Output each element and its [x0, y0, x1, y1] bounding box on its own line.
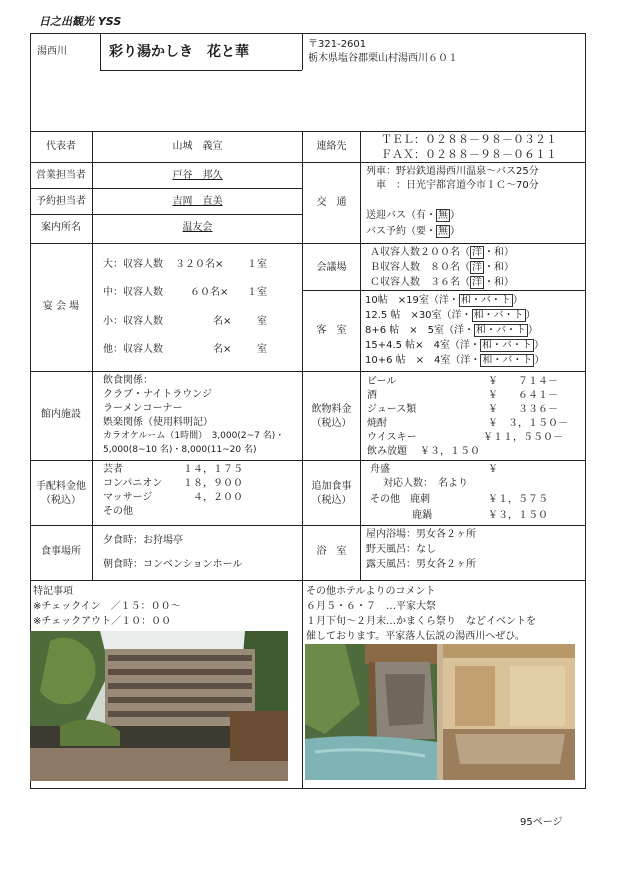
contact-fax: ＦＡＸ：０２８８－９８－０６１１ [381, 148, 557, 161]
banquet-count: ３２０名× [175, 259, 224, 270]
reservation-staff-name: 吉岡 直美 [172, 196, 223, 207]
extra-meal-tax: （税込） [311, 495, 352, 506]
banquet-rooms: １室 [247, 259, 267, 270]
transport-label: 交 通 [316, 197, 347, 208]
rooms-label: 客 室 [316, 325, 347, 336]
extra-meal-line: 鹿鍋 [412, 510, 432, 521]
hotel-exterior-photo [30, 631, 288, 781]
row-line [30, 460, 585, 461]
drink-price: ￥ ６４１－ [488, 390, 558, 401]
area-label: 湯西川 [37, 46, 67, 57]
extra-meal-price: ￥３，１５０ [488, 510, 548, 521]
col-line-mid [302, 131, 303, 788]
bath-line: 野天風呂：なし [366, 544, 436, 555]
banquet-rooms: 室 [257, 316, 267, 327]
drinks-label: 飲物料金 [311, 404, 352, 415]
contact-label: 連絡先 [316, 141, 347, 152]
arranged-item: コンパニオン [103, 478, 163, 489]
rep-name: 山城 義宣 [172, 141, 223, 152]
banquet-label: 宴 会 場 [42, 301, 80, 312]
conference-row: Ｂ収容人数 ８０名（ 洋 ・和） [370, 262, 514, 273]
drink-name: 飲み放題 [367, 446, 407, 457]
hotel-exterior-image [30, 631, 288, 781]
drink-name: 焼酎 [367, 418, 387, 429]
shuttle-bus: 送迎バス（有・ 無 ） [366, 210, 460, 221]
row-line [30, 243, 585, 244]
staff-row-line [30, 188, 302, 189]
drink-price: ￥１１，５５０－ [483, 432, 563, 443]
arranged-price: １８，９００ [183, 478, 243, 489]
dining-label: 食事場所 [41, 546, 81, 557]
banquet-count: ６０名× [190, 287, 229, 298]
extra-meal-line: その他 鹿刺 [370, 494, 430, 505]
drink-name: 酒 [367, 390, 377, 401]
facility-line: 娯楽関係（使用料明記） [103, 417, 213, 428]
room-row: 15+4.5 帖× 4室（洋・ 和・バ・ト ） [365, 340, 544, 351]
room-row: 8+6 帖 × 5室（洋・ 和・バ・ト ） [365, 325, 539, 336]
banquet-row: 他：収容人数 [103, 344, 163, 355]
outer-top-border [30, 33, 585, 34]
header-divider-1 [100, 33, 101, 70]
drink-name: ウイスキー [367, 432, 417, 443]
extra-meal-label: 追加食事 [311, 481, 352, 492]
rep-label: 代表者 [46, 141, 76, 152]
arranged-tax: （税込） [41, 495, 81, 506]
extra-meal-price: ￥１，５７５ [488, 494, 548, 505]
banquet-row: 大：収容人数 [103, 259, 163, 270]
row-line [30, 525, 585, 526]
banquet-rooms: １室 [247, 287, 267, 298]
row-line [30, 131, 585, 132]
arranged-item: その他 [103, 506, 133, 517]
bath-image [305, 644, 575, 780]
comment-line: 催しております。平家落人伝説の湯西川へぜひ。 [306, 631, 525, 642]
page-number: 95ページ [520, 817, 563, 828]
facilities-label: 館内施設 [41, 409, 81, 420]
header-divider-2 [302, 33, 303, 70]
dinner-location: 夕食時：お狩場亭 [103, 535, 183, 546]
extra-meal-line: 舟盛 [370, 464, 390, 475]
facility-line: ラーメンコーナー [103, 403, 183, 414]
checkout-time: ※チェックアウト／１０：００ [33, 616, 172, 627]
bath-label: 浴 室 [316, 546, 347, 557]
postal-code: 〒321-2601 [308, 39, 367, 50]
contact-tel: ＴＥＬ：０２８８－９８－０３２１ [381, 133, 557, 146]
room-row: 10帖 ×19室（洋・ 和・バ・ト ） [365, 295, 523, 306]
drink-price: ￥ ３，１５０－ [488, 418, 568, 429]
facility-line: 5,000(8~10 名)・8,000(11~20 名) [103, 445, 257, 455]
drink-price: ￥ ７１４－ [488, 376, 558, 387]
conference-label: 会議場 [316, 262, 347, 273]
breakfast-location: 朝食時：コンベンションホール [103, 559, 243, 570]
comment-line: １月下旬～２月末…かまくら祭り などイベントを [306, 616, 536, 627]
extra-meal-price: ￥ [488, 464, 498, 475]
facility-line: クラブ・ナイトラウンジ [103, 389, 213, 400]
outer-bottom-border [30, 788, 586, 789]
header-bottom-line [100, 70, 302, 71]
row-line [303, 290, 585, 291]
facility-line: カラオケルーム（1時間） 3,000(2~7 名)・ [103, 431, 285, 441]
banquet-count: 名× [213, 316, 232, 327]
room-row: 10+6 帖 × 4室（洋・ 和・バ・ト ） [365, 355, 545, 366]
drink-price: ￥３，１５０ [420, 446, 480, 457]
agency-name: 温友会 [182, 222, 213, 233]
room-row: 12.5 帖 ×30室（洋・ 和・バ・ト ） [365, 310, 536, 321]
banquet-row: 小：収容人数 [103, 316, 163, 327]
conference-row: Ｃ収容人数 ３６名（ 洋 ・和） [370, 277, 514, 288]
hotel-name: 彩り湯かしき 花と華 [109, 44, 249, 60]
arranged-item: 芸者 [103, 464, 123, 475]
checkin-time: ※チェックイン ／１５：００～ [33, 601, 181, 612]
drink-price: ￥ ３３６－ [488, 404, 558, 415]
extra-meal-line: 対応人数： 名より [383, 478, 468, 489]
notes-title: 特記事項 [33, 586, 73, 597]
arranged-item: マッサージ [103, 492, 153, 503]
drink-name: ジュース類 [367, 404, 417, 415]
banquet-rooms: 室 [257, 344, 267, 355]
reservation-staff-label: 予約担当者 [36, 196, 86, 207]
arranged-price: ４，２００ [193, 492, 243, 503]
address: 栃木県塩谷郡栗山村湯西川６０１ [308, 53, 458, 64]
row-line [30, 371, 585, 372]
banquet-count: 名× [213, 344, 232, 355]
row-line [30, 580, 585, 581]
bath-line: 屋内浴場：男女各２ヶ所 [366, 529, 476, 540]
drinks-tax: （税込） [311, 418, 352, 429]
col-line-right [360, 131, 361, 580]
sales-staff-label: 営業担当者 [36, 170, 86, 181]
staff-row-line [30, 214, 302, 215]
arranged-label: 手配料金他 [36, 481, 86, 492]
facility-line: 飲食関係： [103, 375, 153, 386]
publisher: 日之出観光 YSS [39, 15, 122, 28]
drink-name: ビール [367, 376, 397, 387]
conference-row: Ａ収容人数２００名（ 洋 ・和） [370, 247, 514, 258]
bus-reservation: バス予約（要・ 無 ） [366, 226, 460, 237]
arranged-price: １４，１７５ [183, 464, 243, 475]
agency-label: 案内所名 [41, 222, 81, 233]
comment-title: その他ホテルよりのコメント [306, 586, 436, 597]
transport-train: 列車：野岩鉄道湯西川温泉～バス25分 [366, 166, 539, 177]
banquet-row: 中：収容人数 [103, 287, 163, 298]
bath-line: 露天風呂：男女各２ヶ所 [366, 559, 476, 570]
row-line [30, 162, 585, 163]
outer-right-border [585, 33, 586, 788]
open-air-bath-photo [305, 644, 575, 780]
transport-car: 車 ：日光宇都宮道今市ＩＣ～70分 [366, 180, 539, 191]
sales-staff-name: 戸谷 邦久 [172, 170, 223, 181]
comment-line: ６月５・６・７ …平家大祭 [306, 601, 436, 612]
